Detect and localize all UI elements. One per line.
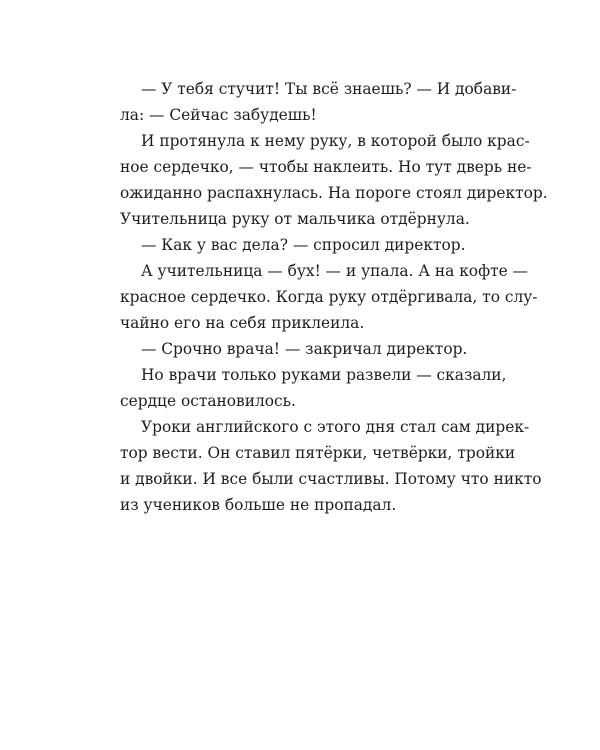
text-line: — Срочно врача! — закричал директор. [141, 340, 468, 358]
text-line: — Как у вас дела? — спросил директор. [141, 236, 466, 254]
text-line: и двойки. И все были счастливы. Потому что никто [120, 470, 542, 488]
text-line: А учительница — бух! — и упала. А на кофте — [141, 262, 529, 280]
text-line: ла: — Сейчас забудешь! [120, 106, 317, 124]
text-line: сердце остановилось. [120, 392, 296, 410]
text-line: ожиданно распахнулась. На пороге стоял директор. [120, 184, 548, 202]
text-line: тор вести. Он ставил пятёрки, четвёрки, тройки [120, 444, 516, 462]
text-line: И протянула к нему руку, в которой было крас- [141, 132, 530, 150]
text-line: чайно его на себя приклеила. [120, 314, 365, 332]
text-line: красное сердечко. Когда руку отдёргивала, то слу- [120, 288, 538, 306]
text-line: Учительница руку от мальчика отдёрнула. [120, 210, 470, 228]
text-line: Но врачи только руками развели — сказали, [141, 366, 507, 384]
text-line: из учеников больше не пропадал. [120, 496, 397, 514]
text-line: Уроки английского с этого дня стал сам дирек- [141, 418, 530, 436]
text-line: ное сердечко, — чтобы наклеить. Но тут дверь не- [120, 158, 532, 176]
text-line: — У тебя стучит! Ты всё знаешь? — И добави- [141, 80, 517, 98]
